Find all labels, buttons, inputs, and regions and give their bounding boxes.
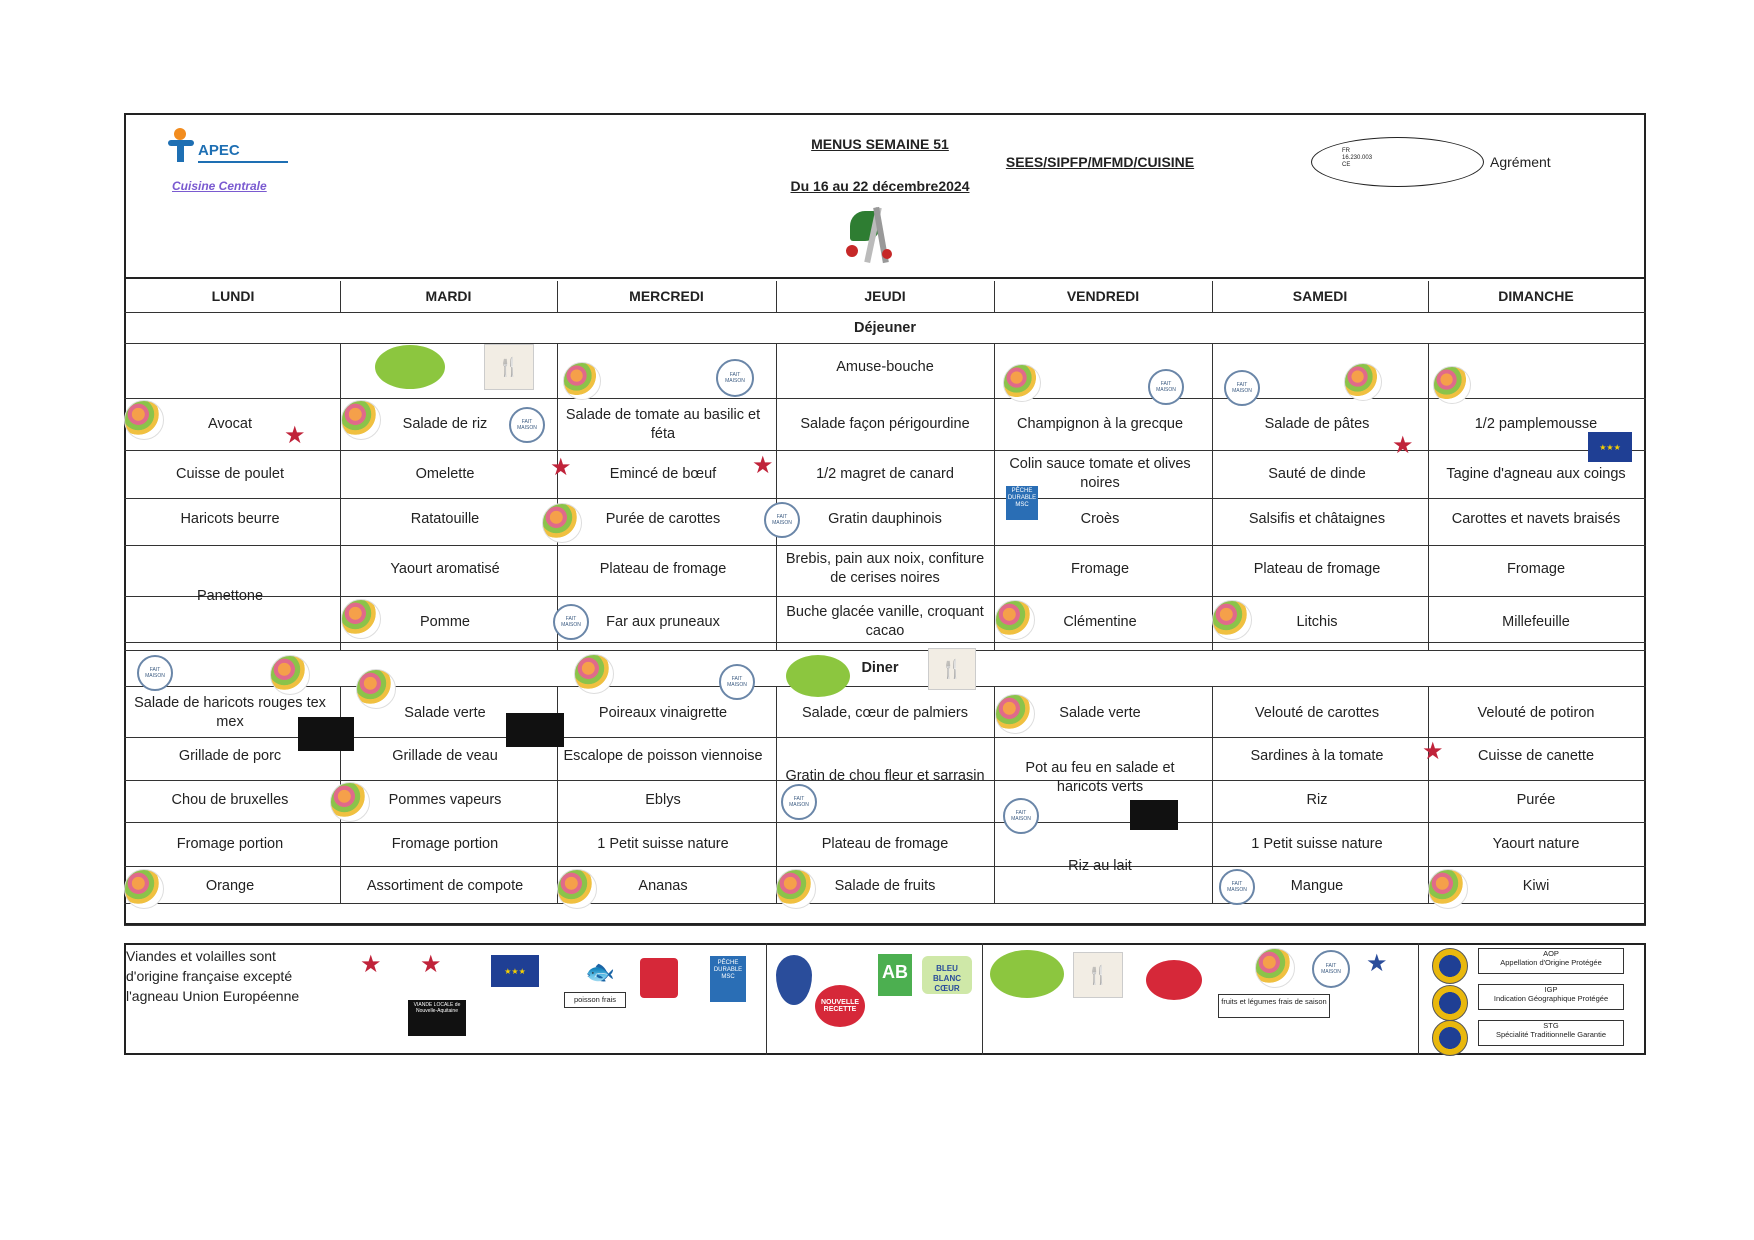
dinner-plat-jeudi: Gratin de chou fleur et sarrasin <box>785 767 985 784</box>
section-dejeuner: Déjeuner <box>853 319 917 336</box>
date-range: Du 16 au 22 décembre2024 <box>790 178 970 194</box>
dinner-entree-jeudi: Salade, cœur de palmiers <box>801 704 968 721</box>
lunch-dessert-mardi: Pomme <box>420 613 470 630</box>
lunch-fromage-dimanche: Fromage <box>1506 560 1566 577</box>
fruits-legumes-icon <box>574 654 614 694</box>
fruits-legumes-icon <box>995 694 1035 734</box>
nouvelle-recette-icon: NOUVELLE RECETTE <box>815 985 865 1027</box>
grid-hline <box>124 450 1646 451</box>
lunch-accomp-mardi: Ratatouille <box>410 510 480 527</box>
fait-maison-icon: FAIT MAISON <box>509 407 545 443</box>
section-diner: Diner <box>861 659 899 676</box>
grid-hline <box>124 498 1646 499</box>
volaille-francaise-icon: ★ <box>752 452 774 479</box>
lunch-fromage-samedi: Plateau de fromage <box>1253 560 1381 577</box>
eu-flag-icon: ★★★ <box>1588 432 1632 462</box>
bon-menu-planete-icon-footer <box>990 950 1064 998</box>
logo-text: APEC <box>198 142 240 159</box>
lunch-plat-vendredi: Colin sauce tomate et olives noires <box>1009 456 1191 491</box>
fruits-legumes-icon <box>1212 600 1252 640</box>
dinner-entree-samedi: Velouté de carottes <box>1254 704 1380 721</box>
lunch-accomp-jeudi: Gratin dauphinois <box>828 510 942 527</box>
dinner-plat-lundi: Grillade de porc <box>178 747 282 764</box>
grid-hline <box>124 398 1646 399</box>
lunch-entree-samedi: Salade de pâtes <box>1264 415 1370 432</box>
grid-hline <box>124 545 1646 546</box>
lunch-fromage-jeudi: Brebis, pain aux noix, confiture de cerises noires <box>785 551 985 586</box>
dinner-accomp-lundi: Chou de bruxelles <box>171 791 289 808</box>
fruits-legumes-icon <box>776 869 816 909</box>
lunch-accomp-vendredi: Croès <box>1080 510 1120 527</box>
lunch-entree-lundi: Avocat <box>207 415 253 432</box>
grid-hline <box>124 822 1646 823</box>
dinner-dessert-dimanche: Kiwi <box>1522 877 1550 894</box>
dinner-accomp-samedi: Riz <box>1306 791 1328 808</box>
fruits-legumes-icon <box>1428 869 1468 909</box>
lunch-plat-dimanche: Tagine d'agneau aux coings <box>1446 465 1626 482</box>
igp-seal-icon <box>1432 985 1468 1021</box>
lunch-plat-jeudi: 1/2 magret de canard <box>816 465 954 482</box>
fait-maison-icon: FAIT MAISON <box>137 655 173 691</box>
fait-maison-icon: FAIT MAISON <box>781 784 817 820</box>
fruits-legumes-icon <box>341 599 381 639</box>
day-header-dimanche: DIMANCHE <box>1498 287 1574 304</box>
lunch-panettone: Panettone <box>196 587 264 604</box>
dinner-entree-dimanche: Velouté de potiron <box>1477 704 1595 721</box>
lunch-fromage-mercredi: Plateau de fromage <box>599 560 727 577</box>
agriculture-biologique-icon: AB <box>878 954 912 996</box>
lunch-fromage-vendredi: Fromage <box>1070 560 1130 577</box>
lunch-plat-mercredi: Emincé de bœuf <box>609 465 717 482</box>
volaille-francaise-icon: ★ <box>284 422 306 449</box>
fait-maison-icon: FAIT MAISON <box>1312 950 1350 988</box>
dinner-dessert-vendredi: Riz au lait <box>1068 857 1132 874</box>
fork-knife-icon-footer: 🍴 <box>1073 952 1123 998</box>
fait-maison-icon: FAIT MAISON <box>553 604 589 640</box>
msc-peche-durable-icon: PÊCHE DURABLE MSC <box>710 956 746 1002</box>
dinner-fromage-mercredi: 1 Petit suisse nature <box>597 835 729 852</box>
dinner-plat-vendredi: Pot au feu en salade et haricots verts <box>1025 760 1175 795</box>
fait-maison-icon: FAIT MAISON <box>1224 370 1260 406</box>
viande-locale-icon <box>506 713 564 747</box>
fruits-legumes-de-france-icon: ★ <box>1366 950 1388 977</box>
fruits-legumes-icon <box>124 869 164 909</box>
eu-flag-icon: ★★★ <box>491 955 539 987</box>
grid-hline <box>124 650 1646 651</box>
grid-vline <box>340 281 341 312</box>
viande-locale-icon <box>1130 800 1178 830</box>
dinner-fromage-mardi: Fromage portion <box>391 835 499 852</box>
fruits-legumes-icon <box>995 600 1035 640</box>
stg-seal-icon <box>1432 1020 1468 1056</box>
agrement-oval: FR 16.230.003 CE <box>1311 137 1484 187</box>
volaille-francaise-icon: ★ <box>360 951 382 978</box>
fish-icon: 🐟 <box>585 959 615 986</box>
lunch-plat-samedi: Sauté de dinde <box>1268 465 1366 482</box>
msc-peche-durable-icon: PÊCHE DURABLE MSC <box>1006 486 1038 520</box>
grid-hline <box>124 343 1646 344</box>
dinner-plat-dimanche: Cuisse de canette <box>1477 747 1595 764</box>
fruits-legumes-icon <box>1255 948 1295 988</box>
aop-label: AOP Appellation d'Origine Protégée <box>1478 948 1624 974</box>
day-header-vendredi: VENDREDI <box>1066 287 1140 304</box>
fruits-legumes-icon <box>124 400 164 440</box>
grid-hline <box>124 925 1646 926</box>
dinner-dessert-samedi: Mangue <box>1290 877 1344 894</box>
footer-divider <box>766 943 767 1055</box>
viande-locale-icon <box>298 717 354 751</box>
grid-vline <box>994 281 995 312</box>
lunch-plat-lundi: Cuisse de poulet <box>175 465 284 482</box>
fait-maison-icon: FAIT MAISON <box>719 664 755 700</box>
dinner-fromage-dimanche: Yaourt nature <box>1492 835 1580 852</box>
viande-locale-icon: VIANDE LOCALE de Nouvelle-Aquitaine <box>408 1000 466 1036</box>
fait-maison-icon: FAIT MAISON <box>764 502 800 538</box>
fait-maison-icon: FAIT MAISON <box>1003 798 1039 834</box>
fork-knife-icon-dinner: 🍴 <box>928 648 976 690</box>
fait-maison-icon: FAIT MAISON <box>1219 869 1255 905</box>
dinner-dessert-lundi: Orange <box>205 877 255 894</box>
poisson-frais-label: poisson frais <box>564 992 626 1008</box>
lunch-plat-mardi: Omelette <box>415 465 475 482</box>
dinner-fromage-jeudi: Plateau de fromage <box>821 835 949 852</box>
fait-maison-icon: FAIT MAISON <box>1148 369 1184 405</box>
lunch-entree-mardi: Salade de riz <box>402 415 488 432</box>
fruits-legumes-saison-label: fruits et légumes frais de saison <box>1218 994 1330 1018</box>
page-title: MENUS SEMAINE 51 <box>811 136 949 152</box>
viande-francaise-icon: ★ <box>550 454 572 481</box>
lunch-fromage-mardi: Yaourt aromatisé <box>390 560 500 577</box>
day-header-samedi: SAMEDI <box>1292 287 1348 304</box>
dinner-plat-mardi: Grillade de veau <box>392 747 498 764</box>
grid-vline <box>1212 281 1213 312</box>
bon-menu-planete-icon <box>375 345 445 389</box>
dinner-entree-vendredi: Salade verte <box>1059 704 1141 721</box>
lunch-entree-dimanche: 1/2 pamplemousse <box>1474 415 1598 432</box>
label-rouge-icon <box>1146 960 1202 1000</box>
dinner-fromage-lundi: Fromage portion <box>176 835 284 852</box>
lunch-amuse-bouche: Amuse-bouche <box>836 358 934 375</box>
lunch-dessert-mercredi: Far aux pruneaux <box>606 613 720 630</box>
stg-label: STG Spécialité Traditionnelle Garantie <box>1478 1020 1624 1046</box>
volaille-francaise-icon: ★ <box>1422 738 1444 765</box>
lunch-dessert-samedi: Litchis <box>1296 613 1338 630</box>
lunch-accomp-lundi: Haricots beurre <box>180 510 280 527</box>
elevage-francais-icon <box>640 958 678 998</box>
fruits-legumes-icon <box>270 655 310 695</box>
dinner-accomp-mardi: Pommes vapeurs <box>388 791 502 808</box>
agrement-label: Agrément <box>1490 154 1551 170</box>
grid-hline <box>124 312 1646 313</box>
dinner-dessert-mardi: Assortiment de compote <box>366 877 524 894</box>
viande-francaise-icon: ★ <box>420 951 442 978</box>
fruits-legumes-icon <box>1344 363 1382 401</box>
fruits-legumes-icon <box>1003 364 1041 402</box>
grid-hline <box>124 596 1646 597</box>
grid-hline <box>124 866 1646 867</box>
dinner-dessert-mercredi: Ananas <box>638 877 688 894</box>
origin-note: Viandes et volailles sont d'origine française excepté l'agneau Union Européenne <box>126 948 300 1004</box>
christmas-cutlery-icon <box>842 203 902 267</box>
footer-divider <box>1418 943 1419 1055</box>
dinner-accomp-dimanche: Purée <box>1516 791 1556 808</box>
lunch-accomp-dimanche: Carottes et navets braisés <box>1451 510 1621 527</box>
fork-knife-icon: 🍴 <box>484 344 534 390</box>
lunch-accomp-mercredi: Purée de carottes <box>605 510 721 527</box>
fait-maison-icon: FAIT MAISON <box>716 359 754 397</box>
lunch-entree-mercredi: Salade de tomate au basilic et féta <box>565 407 761 442</box>
logo-subtitle: Cuisine Centrale <box>172 179 267 193</box>
lunch-entree-jeudi: Salade façon périgourdine <box>800 415 970 432</box>
volaille-francaise-icon: ★ <box>1392 432 1414 459</box>
grid-hline <box>124 686 1646 687</box>
person-icon <box>168 128 194 162</box>
igp-label: IGP Indication Géographique Protégée <box>1478 984 1624 1010</box>
aop-seal-icon <box>1432 948 1468 984</box>
apec-logo <box>168 128 288 168</box>
day-header-mardi: MARDI <box>425 287 472 304</box>
lunch-accomp-samedi: Salsifis et châtaignes <box>1248 510 1386 527</box>
fruits-legumes-icon <box>341 400 381 440</box>
day-header-jeudi: JEUDI <box>864 287 906 304</box>
bon-menu-planete-icon-dinner <box>786 655 850 697</box>
fruits-legumes-icon <box>356 669 396 709</box>
dinner-accomp-mercredi: Eblys <box>645 791 681 808</box>
dinner-dessert-jeudi: Salade de fruits <box>834 877 936 894</box>
lunch-dessert-dimanche: Millefeuille <box>1502 613 1570 630</box>
day-header-mercredi: MERCREDI <box>629 287 704 304</box>
grid-vline <box>776 281 777 312</box>
fruits-legumes-icon <box>542 503 582 543</box>
lunch-dessert-jeudi: Buche glacée vanille, croquant cacao <box>786 604 984 639</box>
grid-vline <box>557 281 558 312</box>
day-header-lundi: LUNDI <box>211 287 255 304</box>
dinner-entree-mardi: Salade verte <box>404 704 486 721</box>
grid-vline <box>1428 281 1429 312</box>
footer-divider <box>982 943 983 1055</box>
service-code: SEES/SIPFP/MFMD/CUISINE <box>1005 154 1195 170</box>
dinner-plat-samedi: Sardines à la tomate <box>1250 747 1384 764</box>
dinner-fromage-samedi: 1 Petit suisse nature <box>1251 835 1383 852</box>
dinner-entree-mercredi: Poireaux vinaigrette <box>598 704 728 721</box>
dinner-entree-lundi: Salade de haricots rouges tex mex <box>134 695 326 730</box>
lunch-entree-vendredi: Champignon à la grecque <box>1016 415 1184 432</box>
lunch-dessert-vendredi: Clémentine <box>1063 613 1137 630</box>
dinner-plat-mercredi: Escalope de poisson viennoise <box>563 747 763 764</box>
fruits-legumes-icon <box>1433 366 1471 404</box>
fruits-legumes-icon <box>557 869 597 909</box>
bleu-blanc-coeur-icon: BLEU BLANC CŒUR <box>922 956 972 994</box>
fruits-legumes-icon <box>563 362 601 400</box>
fruits-legumes-icon <box>330 782 370 822</box>
